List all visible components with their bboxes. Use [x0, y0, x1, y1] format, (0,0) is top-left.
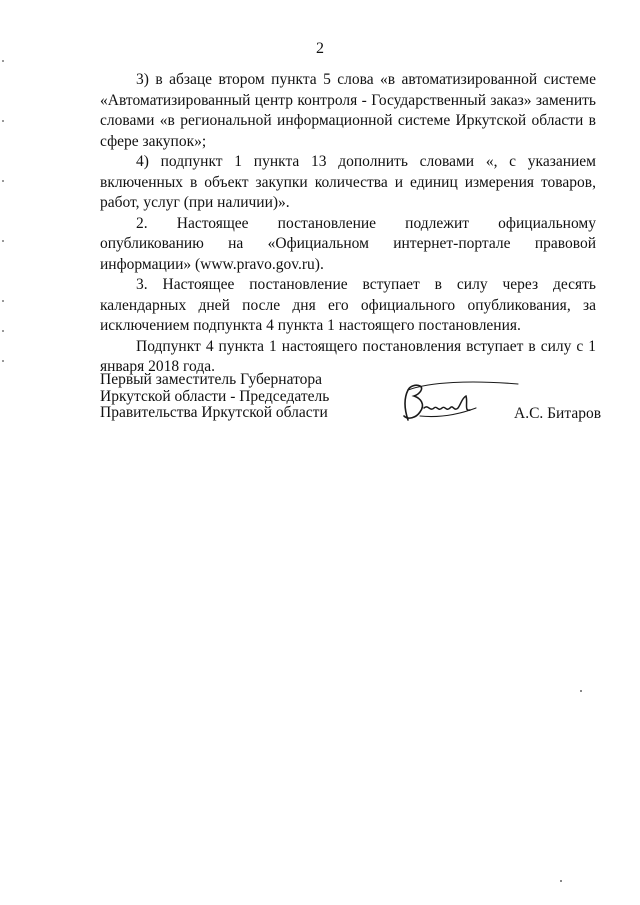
scan-speck	[560, 880, 562, 882]
paragraph-subpoint-effective: Подпункт 4 пункта 1 настоящего постановления вступает в силу с 1 января 2018 года.	[100, 337, 596, 375]
paragraph-effective-date: 3. Настоящее постановление вступает в силу через десять календарных дней после дня его официального опубликования, за исключением подпункта 4 пункта 1 настоящего постановления.	[100, 276, 596, 334]
paragraph-amendment-4: 4) подпункт 1 пункта 13 дополнить словами «, с указанием включенных в объект закупки количества и единиц измерения товаров, работ, услуг (при наличии)».	[100, 153, 596, 211]
paragraph-amendment-3: 3) в абзаце втором пункта 5 слова «в автоматизированной системе «Автоматизированный центр контроля - Государственный заказ» заменить словами «в региональной информационной системе Иркутской области в сфере закупок»;	[100, 71, 596, 150]
scan-speck	[580, 690, 582, 692]
signatory-title: Первый заместитель Губернатора Иркутской области - Председатель Правительства Иркутской области	[100, 371, 330, 421]
signatory-name: А.С. Битаров	[514, 405, 602, 422]
signature-block	[100, 371, 602, 432]
page-number: 2	[316, 40, 324, 57]
handwritten-signature	[390, 378, 520, 428]
document-body	[100, 70, 596, 378]
paragraph-publication: 2. Настоящее постановление подлежит официальному опубликованию на «Официальном интернет-портале правовой информации» (www.pravo.gov.ru).	[100, 214, 596, 273]
scan-margin-marks	[2, 0, 6, 905]
